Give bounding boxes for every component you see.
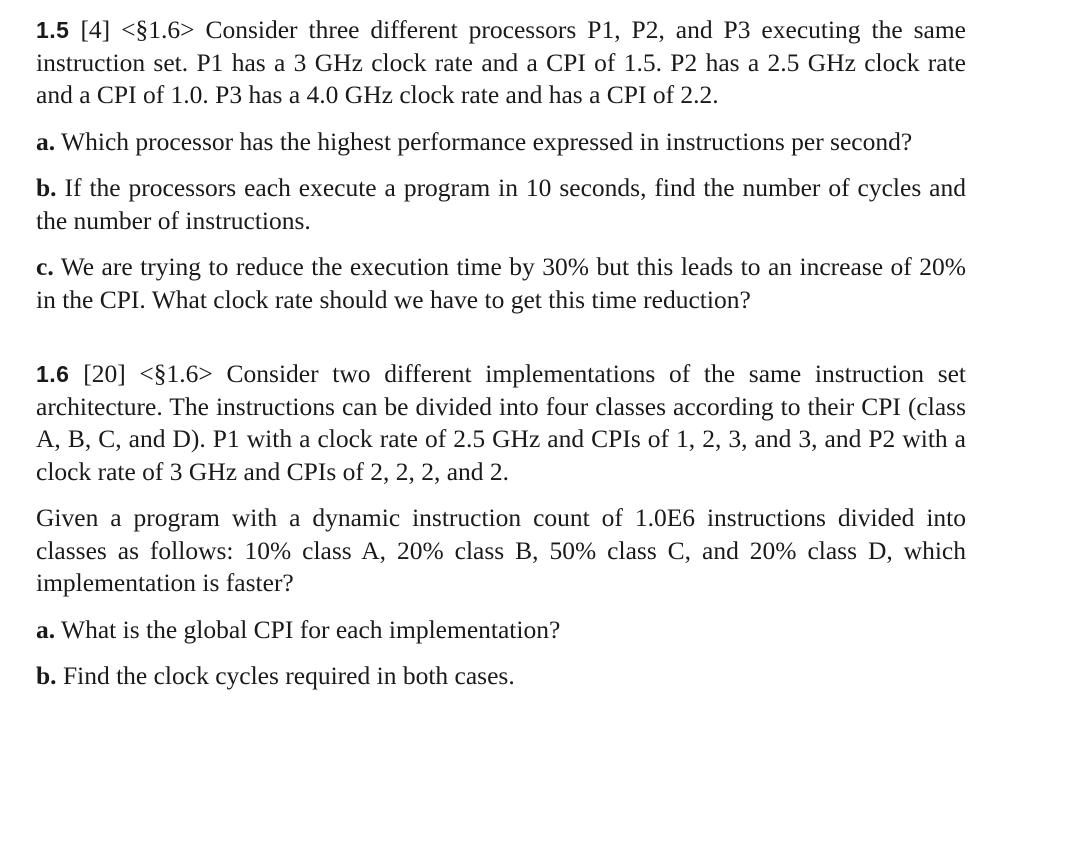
problem-number: 1.6 [36, 361, 70, 387]
problem-1-6-intro [36, 358, 966, 488]
part-text: We are trying to reduce the execution time by 30% but this leads to an increase of 20% in the CPI. What clock rate should we have to get this time reduction? [36, 252, 966, 314]
part-text: If the processors each execute a program in 10 seconds, find the number of cycles and the number of instructions. [36, 173, 967, 235]
part-text: Find the clock cycles required in both cases. [62, 661, 515, 690]
problem-1-6-given: Given a program with a dynamic instruction count of 1.0E6 instructions divided into classes as follows: 10% class A, 20% class B, 50% class C, and 20% class D, which implementation is faster? [36, 503, 966, 597]
problem-1-6-part-a [36, 614, 966, 647]
part-label: b. [36, 173, 57, 202]
part-label: c. [36, 252, 54, 281]
part-label: a. [36, 614, 56, 644]
problem-meta: [4] <§1.6> [80, 15, 195, 44]
part-text: What is the global CPI for each implementation? [61, 614, 561, 644]
problem-text: Consider three different processors P1, P2, and P3 executing the same instruction set. P1 has a 3 GHz clock rate and a CPI of 1.5. P2 has a 2.5 GHz clock rate and a CPI of 1.0. P3 has a 4.0 GHz clock rate and has a CPI of 2.2. [36, 15, 966, 109]
problem-1-5-intro [36, 14, 966, 112]
problem-text: Consider two different implementations of the same instruction set architecture. The instructions can be divided into four classes according to their CPI (class A, B, C, and D). P1 with a clock rate of 2.5 GHz and CPIs of 1, 2, 3, and 3, and P2 with a clock rate of 3 GHz and CPIs of 2, 2, 2, and 2. [36, 359, 967, 486]
document-page [36, 14, 966, 693]
problem-number: 1.5 [36, 17, 70, 43]
part-label: a. [36, 126, 56, 156]
part-label: b. [36, 661, 57, 690]
problem-1-5-part-c [36, 251, 966, 316]
part-text: Which processor has the highest performance expressed in instructions per second? [61, 126, 913, 156]
problem-meta: [20] <§1.6> [83, 359, 213, 388]
problem-1-5-part-b [36, 172, 966, 237]
problem-1-6-part-b [36, 660, 966, 693]
problem-1-5-part-a [36, 126, 966, 159]
